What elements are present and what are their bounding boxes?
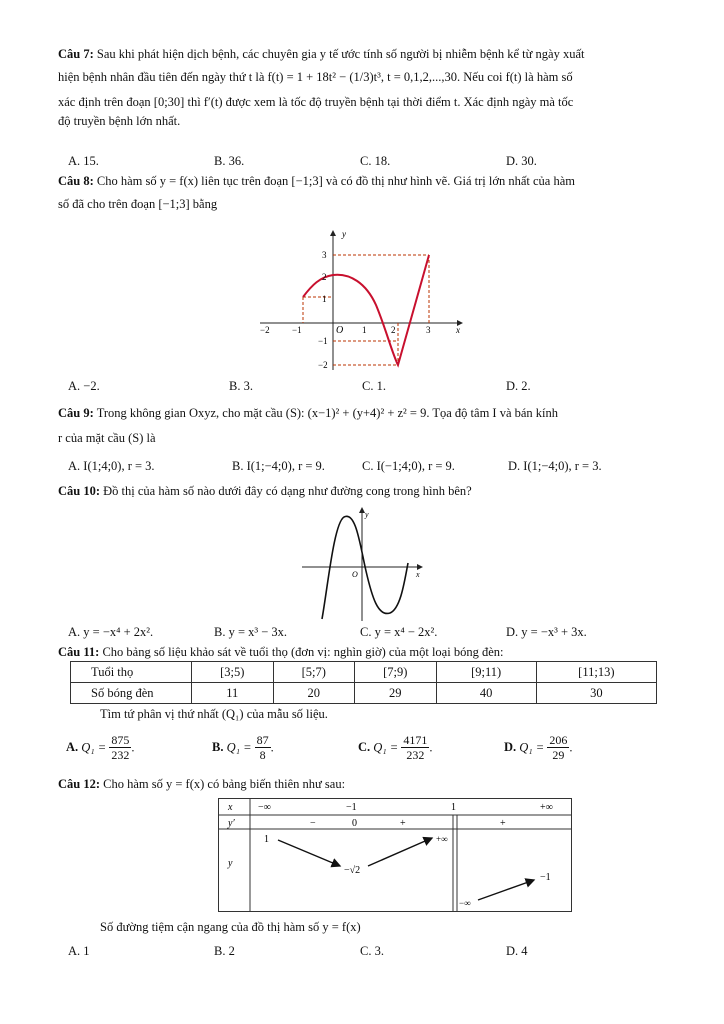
x-value: −∞ xyxy=(258,802,271,813)
row-label-x: x xyxy=(228,802,233,813)
question-9-option-d[interactable]: D. I(1;−4;0), r = 3. xyxy=(508,459,602,473)
table-header-cell: Số bóng đèn xyxy=(71,683,192,704)
question-10-line-1: Đồ thị của hàm số nào dưới đây có dạng như đường cong trong hình bên? xyxy=(103,484,472,498)
y-value: +∞ xyxy=(436,834,448,844)
question-7-option-b[interactable]: B. 36. xyxy=(214,154,245,168)
function-curve xyxy=(322,516,408,619)
question-7-option-a[interactable]: A. 15. xyxy=(68,154,99,168)
x-tick-minus-1: −1 xyxy=(292,325,302,335)
question-7-option-d[interactable]: D. 30. xyxy=(506,154,537,168)
question-11 xyxy=(58,644,678,661)
question-10-graph xyxy=(300,505,425,623)
x-value: +∞ xyxy=(540,802,553,813)
question-12-line-1: Cho hàm số y = f(x) có bảng biến thiên như sau: xyxy=(103,777,346,791)
question-8-graph xyxy=(250,225,470,375)
question-8-option-c[interactable]: C. 1. xyxy=(362,379,386,393)
table-cell: 40 xyxy=(436,683,536,704)
question-10-option-b[interactable]: B. y = x³ − 3x. xyxy=(214,625,288,639)
question-11-option-a[interactable]: A. Q₁ = $\frac{875}{232}$ . xyxy=(66,733,135,763)
question-9-line-1: Trong không gian Oxyz, cho mặt cầu (S): (x−1)² + (y+4)² + z² = 9. Tọa độ tâm I và bán kính xyxy=(96,406,559,420)
variation-table xyxy=(218,798,572,912)
origin-label: O xyxy=(352,570,358,579)
y-axis-label: y xyxy=(342,229,346,239)
y-value: 1 xyxy=(264,834,269,845)
question-8-option-b[interactable]: B. 3. xyxy=(229,379,253,393)
question-7-line-1: Sau khi phát hiện dịch bệnh, các chuyên gia y tế ước tính số người bị nhiễm bệnh kể từ ngày xuất xyxy=(96,47,585,61)
question-11-line-1: Cho bảng số liệu khảo sát về tuổi thọ (đơn vị: nghìn giờ) của một loại bóng đèn: xyxy=(102,645,504,659)
table-row xyxy=(71,662,657,683)
question-9-option-b[interactable]: B. I(1;−4;0), r = 9. xyxy=(232,459,325,473)
question-7-label: Câu 7: xyxy=(58,47,94,61)
question-7-line-2: hiện bệnh nhân đầu tiên đến ngày thứ t là f(t) = 1 + 18t² − (1/3)t³, t = 0,1,2,...,30. Nếu coi f(t) là hàm số xyxy=(58,69,573,84)
question-10-label: Câu 10: xyxy=(58,484,101,498)
y-tick-3: 3 xyxy=(322,250,327,260)
question-9 xyxy=(58,405,678,447)
sign-value: + xyxy=(400,818,406,829)
question-10-option-a[interactable]: A. y = −x⁴ + 2x². xyxy=(68,625,154,639)
table-cell: [11;13) xyxy=(536,662,656,683)
question-7-line-4: độ truyền bệnh lớn nhất. xyxy=(58,113,181,128)
question-12-option-b[interactable]: B. 2 xyxy=(214,944,235,958)
question-8-line-1: Cho hàm số y = f(x) liên tục trên đoạn [−1;3] và có đồ thị như hình vẽ. Giá trị lớn nhất của hàm xyxy=(96,174,575,188)
y-tick-minus-2: −2 xyxy=(318,360,328,370)
question-12-option-a[interactable]: A. 1 xyxy=(68,944,90,958)
y-axis-label: y xyxy=(365,510,369,519)
table-cell: [3;5) xyxy=(192,662,274,683)
question-10-option-d[interactable]: D. y = −x³ + 3x. xyxy=(506,625,587,639)
y-value: −1 xyxy=(540,872,551,883)
question-11-prompt: Tìm tứ phân vị thứ nhất (Q₁) của mẫu số liệu. xyxy=(100,707,328,721)
question-8 xyxy=(58,173,678,213)
question-7-option-c[interactable]: C. 18. xyxy=(360,154,391,168)
increase-arrow xyxy=(368,838,432,866)
table-cell: 29 xyxy=(355,683,437,704)
sign-value: − xyxy=(310,818,316,829)
question-12-label: Câu 12: xyxy=(58,777,101,791)
sign-value: + xyxy=(500,818,506,829)
question-11-option-b[interactable]: B. Q₁ = $\frac{87}{8}$ . xyxy=(212,733,274,763)
y-value: −∞ xyxy=(459,898,471,908)
question-9-line-2: r của mặt cầu (S) là xyxy=(58,430,156,445)
table-header-cell: Tuổi thọ xyxy=(71,662,192,683)
x-axis-label: x xyxy=(456,325,460,335)
x-value: −1 xyxy=(346,802,357,813)
question-9-option-a[interactable]: A. I(1;4;0), r = 3. xyxy=(68,459,155,473)
table-cell: 20 xyxy=(273,683,355,704)
question-12-prompt: Số đường tiệm cận ngang của đồ thị hàm số y = f(x) xyxy=(100,920,361,934)
x-axis-label: x xyxy=(416,570,420,579)
decrease-arrow xyxy=(278,840,340,866)
x-tick-1: 1 xyxy=(362,325,367,335)
table-cell: [7;9) xyxy=(355,662,437,683)
y-tick-minus-1: −1 xyxy=(318,336,328,346)
table-cell: [9;11) xyxy=(436,662,536,683)
x-value: 1 xyxy=(451,802,456,813)
origin-label: O xyxy=(336,325,344,336)
question-11-option-c[interactable]: C. Q₁ = $\frac{4171}{232}$ . xyxy=(358,733,433,763)
y-value: −√2 xyxy=(344,865,361,876)
question-8-label: Câu 8: xyxy=(58,174,94,188)
x-tick-minus-2: −2 xyxy=(260,325,270,335)
table-cell: [5;7) xyxy=(273,662,355,683)
sign-value: 0 xyxy=(352,818,357,829)
question-10 xyxy=(58,483,678,500)
question-7-line-3: xác định trên đoạn [0;30] thì f′(t) được xem là tốc độ truyền bệnh tại thời điểm t. Xác định ngày mà tốc xyxy=(58,94,574,109)
question-9-option-c[interactable]: C. I(−1;4;0), r = 9. xyxy=(362,459,455,473)
question-11-option-d[interactable]: D. Q₁ = $\frac{206}{29}$ . xyxy=(504,733,573,763)
x-tick-3: 3 xyxy=(426,325,431,335)
question-7 xyxy=(58,46,678,130)
table-cell: 30 xyxy=(536,683,656,704)
increase-arrow xyxy=(478,880,534,900)
frequency-table xyxy=(70,661,657,704)
question-10-option-c[interactable]: C. y = x⁴ − 2x². xyxy=(360,625,438,639)
question-8-option-d[interactable]: D. 2. xyxy=(506,379,531,393)
question-8-option-a[interactable]: A. −2. xyxy=(68,379,100,393)
question-8-line-2: số đã cho trên đoạn [−1;3] bằng xyxy=(58,196,218,211)
question-12-option-c[interactable]: C. 3. xyxy=(360,944,384,958)
x-tick-2: 2 xyxy=(391,325,396,335)
row-label-y: y xyxy=(228,858,233,869)
y-tick-2: 2 xyxy=(322,272,327,282)
table-row xyxy=(71,683,657,704)
row-label-y-prime: y′ xyxy=(228,818,235,829)
question-12 xyxy=(58,776,678,793)
question-9-label: Câu 9: xyxy=(58,406,94,420)
question-12-option-d[interactable]: D. 4 xyxy=(506,944,528,958)
y-tick-1: 1 xyxy=(322,294,327,304)
question-11-label: Câu 11: xyxy=(58,645,100,659)
table-cell: 11 xyxy=(192,683,274,704)
